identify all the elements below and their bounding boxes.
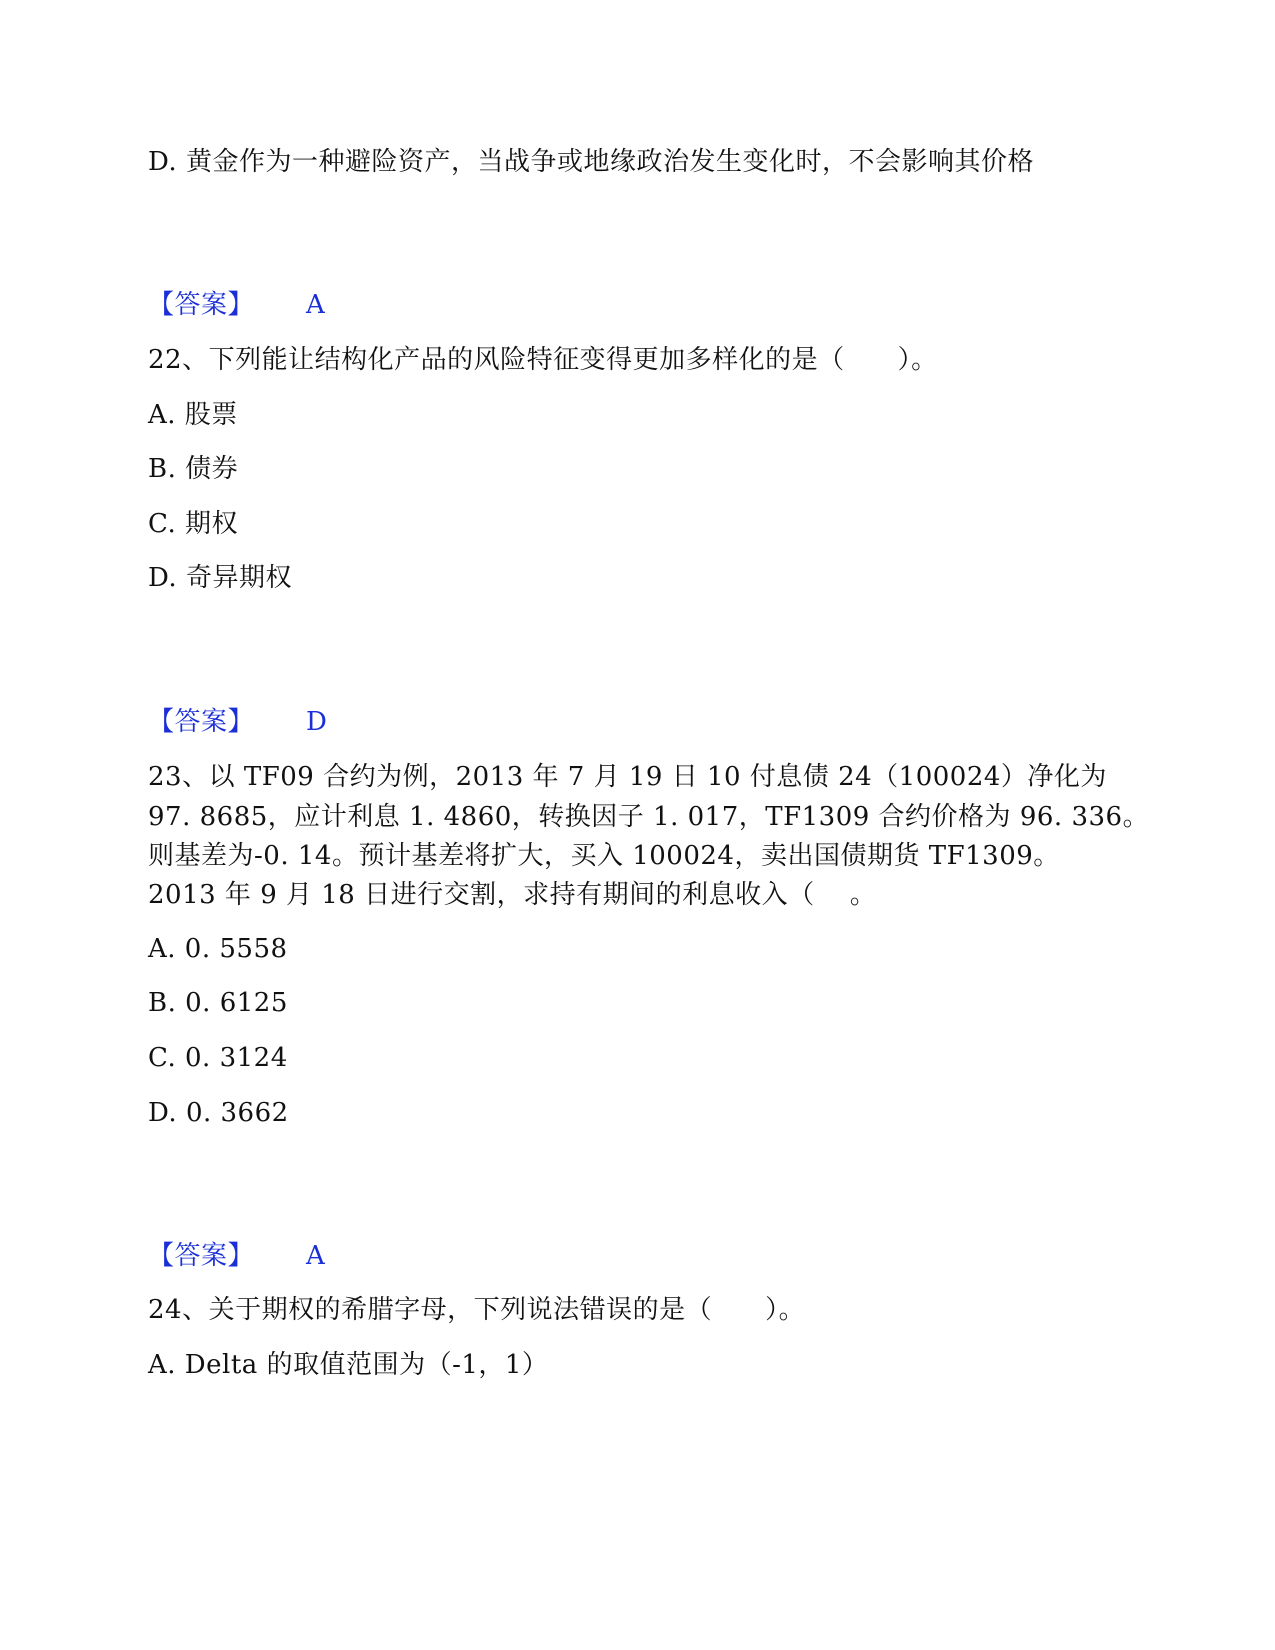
q23-answer [148,1236,325,1276]
q22-option-a: A. 股票 [148,400,238,430]
q22-option-b: B. 债券 [148,454,239,484]
answer-label: 【答案】 [148,707,255,737]
q24-stem: 24、关于期权的希腊字母，下列说法错误的是（ ）。 [148,1295,806,1325]
q22-stem: 22、下列能让结构化产品的风险特征变得更加多样化的是（ ）。 [148,345,938,375]
q21-option-d: D. 黄金作为一种避险资产，当战争或地缘政治发生变化时，不会影响其价格 [148,147,1034,177]
q21-answer [148,285,325,325]
q23-stem-line-4: 2013 年 9 月 18 日进行交割，求持有期间的利息收入（ 。 [148,880,877,910]
answer-letter: D [306,707,328,737]
q22-option-c: C. 期权 [148,509,238,539]
q22-answer [148,702,327,742]
q23-stem-line-1: 23、以 TF09 合约为例，2013 年 7 月 19 日 10 付息债 24（100024）净化为 [148,762,1107,792]
q23-option-c: C. 0. 3124 [148,1043,288,1073]
answer-letter: A [306,290,326,320]
answer-label: 【答案】 [148,1241,255,1271]
q22-option-d: D. 奇异期权 [148,563,292,593]
q23-stem-line-2: 97. 8685，应计利息 1. 4860，转换因子 1. 017，TF1309 合约价格为 96. 336。 [148,802,1150,832]
q24-option-a: A. Delta 的取值范围为（-1，1） [148,1350,549,1380]
answer-letter: A [306,1241,326,1271]
q23-option-b: B. 0. 6125 [148,988,288,1018]
q23-option-a: A. 0. 5558 [148,934,288,964]
q23-stem-line-3: 则基差为-0. 14。预计基差将扩大，买入 100024，卖出国债期货 TF1309。 [148,841,1060,871]
q23-option-d: D. 0. 3662 [148,1098,289,1128]
answer-label: 【答案】 [148,290,255,320]
